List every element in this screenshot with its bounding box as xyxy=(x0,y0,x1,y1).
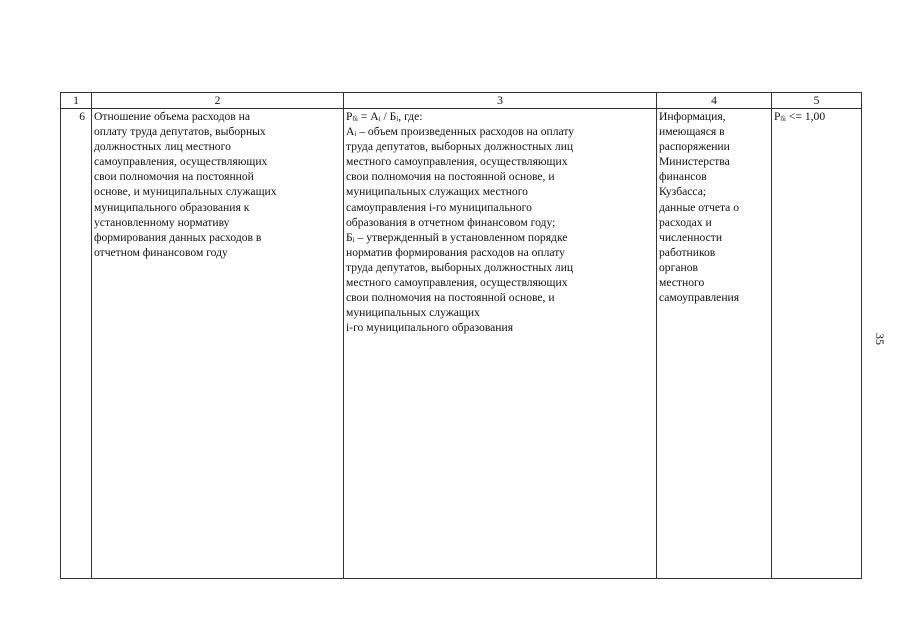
source-cell xyxy=(657,109,772,579)
indicator-table xyxy=(60,92,862,579)
formula-div: / Б xyxy=(380,110,397,123)
b-definition-first-line xyxy=(346,230,654,245)
source-line: имеющаяся в xyxy=(659,125,725,139)
formula-line xyxy=(346,109,654,124)
a-definition-line: самоуправления i-го муниципального xyxy=(346,200,532,214)
formula-eq: = А xyxy=(357,110,379,123)
a-definition-first-line xyxy=(346,124,654,139)
page-number: 35 xyxy=(873,333,887,345)
b-definition-line: труда депутатов, выборных должностных лиц xyxy=(346,260,574,274)
formula-b-sub: i xyxy=(396,115,399,123)
header-cell-3: 3 xyxy=(344,93,657,109)
source-line: данные отчета о xyxy=(659,200,740,214)
b-definition-line: норматив формирования расходов на оплату xyxy=(346,245,565,259)
description-line: Отношение объема расходов на xyxy=(94,110,250,123)
source-line: Министерства xyxy=(659,155,730,169)
source-line: местного xyxy=(659,276,705,290)
description-line: самоуправления, осуществляющих xyxy=(94,155,268,169)
criterion-value: <= 1,00 xyxy=(785,110,826,123)
criterion-cell xyxy=(772,109,862,579)
formula-p: Р xyxy=(346,110,353,123)
b-definition-line: свои полномочия на постоянной основе, и xyxy=(346,291,555,305)
b-definition-text: – утвержденный в установленном порядке xyxy=(354,230,568,244)
a-symbol-sub: i xyxy=(354,130,357,139)
a-symbol: А xyxy=(346,125,355,139)
header-cell-5: 5 xyxy=(772,93,862,109)
a-definition-line: свои полномочия на постоянной основе, и xyxy=(346,170,555,184)
formula-p-sub: бi xyxy=(352,115,358,123)
a-definition-line: образования в отчетном финансовом году; xyxy=(346,215,556,229)
description-line: отчетном финансовом году xyxy=(94,245,228,259)
formula-a-sub: i xyxy=(378,115,381,123)
source-line: Кузбасса; xyxy=(659,185,707,199)
indicator-description xyxy=(94,109,341,260)
a-definition-text: – объем произведенных расходов на оплату xyxy=(356,125,575,139)
formula-cell xyxy=(344,109,657,579)
source-line: работников xyxy=(659,245,716,259)
description-line: муниципального образования к xyxy=(94,200,250,214)
source-line: распоряжении xyxy=(659,140,730,154)
table-header-row xyxy=(61,93,862,109)
b-definition-line: i-го муниципального образования xyxy=(346,321,514,335)
criterion-symbol: Р xyxy=(774,110,781,123)
a-definition-line: местного самоуправления, осуществляющих xyxy=(346,155,568,169)
source-line: финансов xyxy=(659,170,707,184)
header-cell-4: 4 xyxy=(657,93,772,109)
b-symbol: Б xyxy=(346,230,353,244)
description-line: оплату труда депутатов, выборных xyxy=(94,125,266,139)
table-row xyxy=(61,109,862,579)
source-line: органов xyxy=(659,260,698,274)
header-cell-2: 2 xyxy=(92,93,344,109)
criterion-sub: бi xyxy=(780,115,786,123)
b-symbol-sub: i xyxy=(352,235,355,244)
description-line: установленному нормативу xyxy=(94,215,230,229)
row-number: 6 xyxy=(61,109,92,579)
information-source xyxy=(659,109,769,305)
source-line: численности xyxy=(659,230,723,244)
a-definition-line: труда депутатов, выборных должностных лиц xyxy=(346,140,574,154)
source-line: самоуправления xyxy=(659,291,740,305)
description-line: свои полномочия на постоянной xyxy=(94,170,254,184)
indicator-description-cell xyxy=(92,109,344,579)
source-line: расходах и xyxy=(659,215,712,229)
formula-block xyxy=(346,109,654,335)
source-line: Информация, xyxy=(659,110,726,123)
description-line: формирования данных расходов в xyxy=(94,230,262,244)
formula-tail: , где: xyxy=(398,110,423,123)
a-definition-line: муниципальных служащих местного xyxy=(346,185,528,199)
b-definition-line: местного самоуправления, осуществляющих xyxy=(346,276,568,290)
criterion xyxy=(774,109,859,124)
description-line: основе, и муниципальных служащих xyxy=(94,185,277,199)
description-line: должностных лиц местного xyxy=(94,140,231,154)
header-cell-1: 1 xyxy=(61,93,92,109)
criterion-line xyxy=(774,109,859,124)
b-definition-line: муниципальных служащих xyxy=(346,306,480,320)
